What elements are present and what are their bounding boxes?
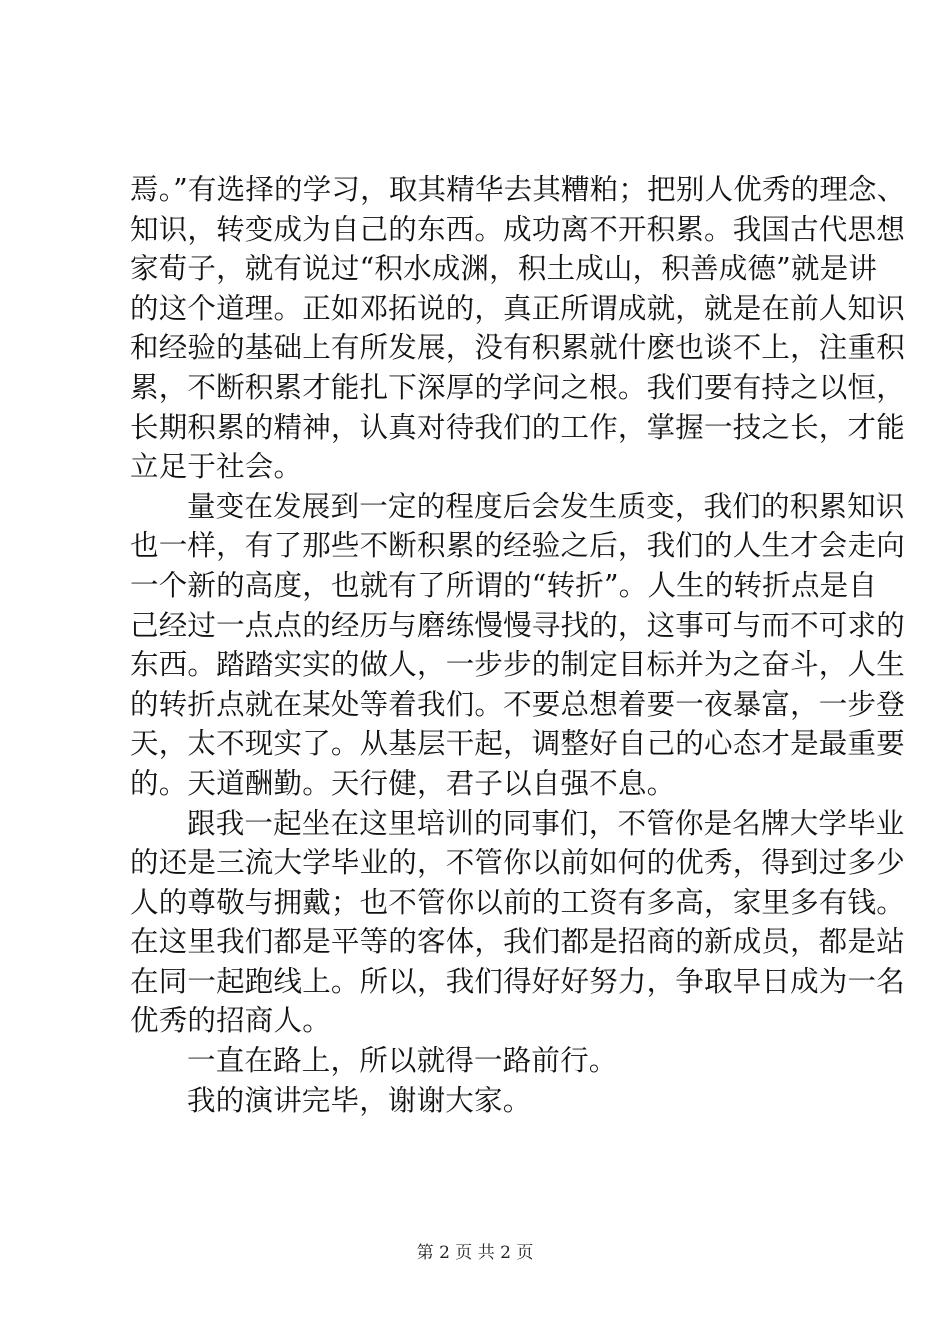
page-footer: 第 2 页 共 2 页 bbox=[416, 1243, 534, 1263]
text-line: 立足于社会。 bbox=[130, 450, 303, 484]
body-text bbox=[130, 170, 906, 1120]
text-line: 天，太不现实了。从基层干起，调整好自己的心态才是最重要 bbox=[130, 727, 905, 761]
text-line: 跟我一起坐在这里培训的同事们，不管你是名牌大学毕业 bbox=[187, 806, 905, 840]
text-line: 量变在发展到一定的程度后会发生质变，我们的积累知识 bbox=[187, 489, 905, 523]
text-line: 一直在路上，所以就得一路前行。 bbox=[187, 1044, 618, 1078]
text-line: 累，不断积累才能扎下深厚的学问之根。我们要有持之以恒， bbox=[130, 370, 905, 404]
text-line: 优秀的招商人。 bbox=[130, 1004, 331, 1038]
text-line: 在同一起跑线上。所以，我们得好好努力，争取早日成为一名 bbox=[130, 964, 905, 998]
text-line: 长期积累的精神，认真对待我们的工作，掌握一技之长，才能 bbox=[130, 410, 905, 444]
text-line: 人的尊敬与拥戴；也不管你以前的工资有多高，家里多有钱。 bbox=[130, 885, 905, 919]
text-line: 的转折点就在某处等着我们。不要总想着要一夜暴富，一步登 bbox=[130, 687, 905, 721]
text-line: 的。天道酬勤。天行健，君子以自强不息。 bbox=[130, 766, 676, 800]
text-line: 知识，转变成为自己的东西。成功离不开积累。我国古代思想 bbox=[130, 212, 905, 246]
text-line: 己经过一点点的经历与磨练慢慢寻找的，这事可与而不可求的 bbox=[130, 608, 905, 642]
text-line: 焉。”有选择的学习，取其精华去其糟粕；把别人优秀的理念、 bbox=[130, 173, 906, 206]
text-line: 在这里我们都是平等的客体，我们都是招商的新成员，都是站 bbox=[130, 925, 905, 959]
text-line: 我的演讲完毕，谢谢大家。 bbox=[187, 1083, 532, 1117]
text-line: 的还是三流大学毕业的，不管你以前如何的优秀，得到过多少 bbox=[130, 846, 905, 880]
text-line: 也一样，有了那些不断积累的经验之后，我们的人生才会走向 bbox=[130, 529, 905, 563]
text-line: 一个新的高度，也就有了所谓的“转折”。人生的转折点是自 bbox=[130, 568, 878, 602]
text-line: 的这个道理。正如邓拓说的，真正所谓成就，就是在前人知识 bbox=[130, 291, 905, 325]
text-line: 家荀子，就有说过“积水成渊，积土成山，积善成德”就是讲 bbox=[130, 252, 878, 286]
text-line: 和经验的基础上有所发展，没有积累就什麽也谈不上，注重积 bbox=[130, 331, 905, 365]
text-line: 东西。踏踏实实的做人，一步步的制定目标并为之奋斗，人生 bbox=[130, 648, 905, 682]
